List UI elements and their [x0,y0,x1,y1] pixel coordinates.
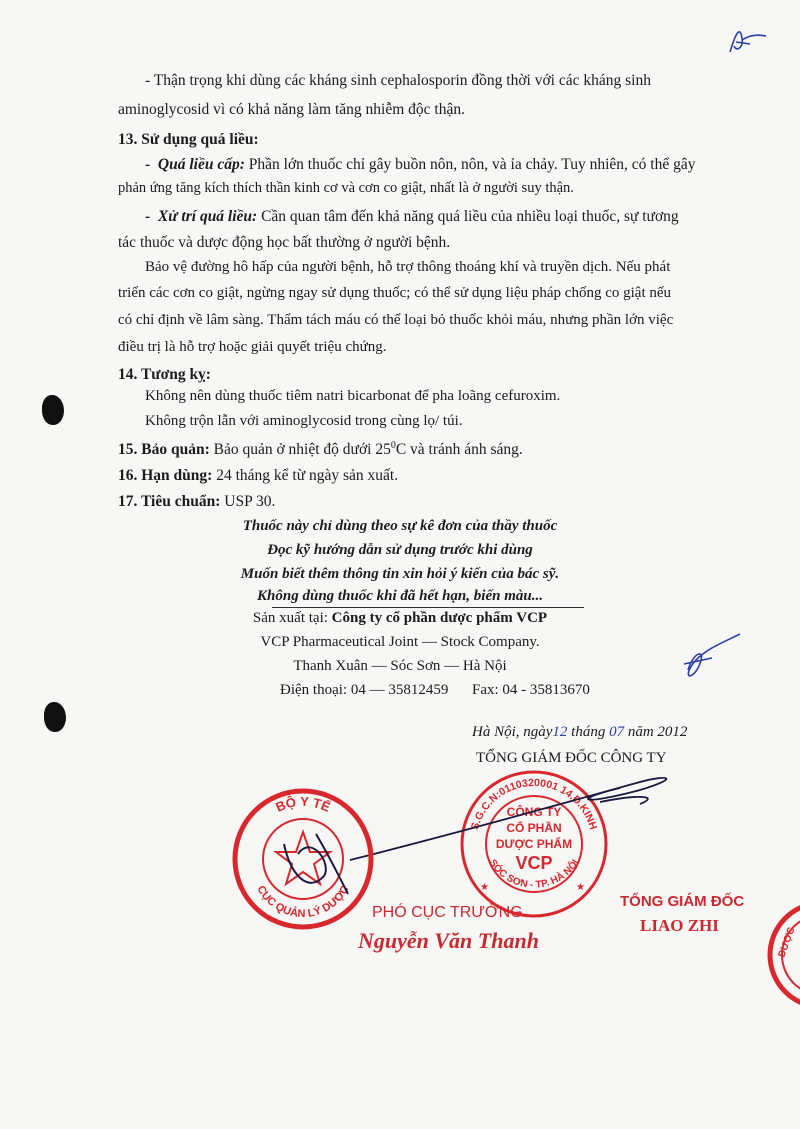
notice-line: Đọc kỹ hướng dẫn sử dụng trước khi dùng [267,542,533,558]
manufacturer-line: Sản xuất tại: Công ty cổ phần dược phẩm VCP [252,610,548,626]
svg-text:DƯỢC PHẨM: DƯỢC PHẨM [495,837,573,851]
director-signature [340,760,690,870]
svg-text:DƯỢC: DƯỢC [776,925,798,960]
manufacturer-english-name: VCP Pharmaceutical Joint — Stock Company. [260,634,540,650]
section-14-heading: 14. Tương kỵ: [118,366,211,383]
body-line: aminoglycosid vì có khả năng làm tăng nhiễm độc thận. [118,101,465,118]
general-director-title: TỔNG GIÁM ĐỐC [620,893,745,910]
body-line: có chỉ định về lâm sàng. Thẩm tách máu có thể loại bỏ thuốc khỏi máu, nhưng phần lớn việc [118,312,674,328]
body-line: tác thuốc và dược động học bất thường ở người bệnh. [118,234,451,251]
edge-stamp [762,900,800,1010]
overdose-treatment-label: Xử trí quá liều: [157,208,258,225]
punch-hole [42,395,64,425]
overdose-treatment-text: Cần quan tâm đến khả năng quá liều của nhiều loại thuốc, sự tương [257,208,679,225]
body-line: - Thận trọng khi dùng các kháng sinh cephalosporin đồng thời với các kháng sinh [145,72,651,89]
section-17-line: 17. Tiêu chuẩn: USP 30. [118,493,276,510]
general-director-name: LIAO ZHI [640,916,719,935]
government-stamp [228,784,378,934]
body-line: Không trộn lẫn với aminoglycosid trong cùng lọ/ túi. [145,413,463,429]
manufacturer-address: Thanh Xuân — Sóc Sơn — Hà Nội [293,658,507,674]
svg-text:CỔ PHẦN: CỔ PHẦN [506,821,562,835]
deputy-director-title: PHÓ CỤC TRƯỞNG [372,904,523,921]
notice-line: Không dùng thuốc khi đã hết hạn, biến màu... [257,588,543,604]
acute-overdose-text: Phần lớn thuốc chỉ gây buồn nôn, nôn, và ỉa chảy. Tuy nhiên, có thể gây [244,156,696,173]
notice-line: Thuốc này chỉ dùng theo sự kê đơn của thầy thuốc [242,518,558,534]
manufacturer-fax: Fax: 04 - 35813670 [472,682,590,698]
signing-date: Hà Nội, ngày12 tháng 07 năm 2012 [472,724,688,740]
svg-text:BỘ Y TẾ: BỘ Y TẾ [273,793,333,815]
body-line: Không nên dùng thuốc tiêm natri bicarbonat để pha loãng cefuroxim. [145,388,561,404]
punch-hole [44,702,66,732]
acute-overdose-label: Quá liều cấp: [157,156,245,173]
body-line: triển các cơn co giật, ngừng ngay sử dụng thuốc; có thể sử dụng liệu pháp chống co giật nếu [118,285,672,301]
body-line: Bảo vệ đường hô hấp của người bệnh, hỗ trợ thông thoáng khí và truyền dịch. Nếu phát [145,259,671,275]
section-16-label: 16. Hạn dùng: [118,467,213,484]
initials-mark [722,22,772,62]
signature-scribble [668,630,748,690]
section-16-line: 16. Hạn dùng: 24 tháng kể từ ngày sản xuất. [118,467,399,484]
svg-text:VCP: VCP [515,853,553,873]
notice-line: Muốn biết thêm thông tin xin hỏi ý kiến của bác sỹ. [240,566,560,582]
svg-text:S.G.C.N:0110320001 14.Đ.KINH: S.G.C.N:0110320001 14.Đ.KINH [468,776,600,832]
overdose-treatment-line: - Xử trí quá liều: Cần quan tâm đến khả năng quá liều của nhiều loại thuốc, sự tương [145,208,679,225]
svg-text:CỤC QUẢN LÝ DƯỢC: CỤC QUẢN LÝ DƯỢC [254,883,352,921]
svg-text:★: ★ [576,882,585,893]
manufacturer-phone: Điện thoại: 04 — 35812459 [280,682,449,698]
acute-overdose-line: - Quá liều cấp: Phần lớn thuốc chỉ gây buồn nôn, nôn, và ỉa chảy. Tuy nhiên, có thể gây [145,156,696,173]
notice-divider [272,607,584,608]
body-line: phản ứng tăng kích thích thần kinh cơ và cơn co giật, nhất là ở người suy thận. [118,180,574,196]
svg-text:★: ★ [480,882,489,893]
svg-text:CÔNG TY: CÔNG TY [506,805,562,819]
section-13-heading: 13. Sử dụng quá liều: [118,131,259,148]
body-line: điều trị là hỗ trợ hoặc giải quyết triệu chứng. [118,339,387,355]
section-17-label: 17. Tiêu chuẩn: [118,493,221,510]
svg-text:SÓC SƠN - TP. HÀ NỘI: SÓC SƠN - TP. HÀ NỘI [486,857,582,891]
section-15-label: 15. Bảo quản: [118,441,210,459]
deputy-director-name: Nguyễn Văn Thanh [358,928,539,953]
section-15-line: 15. Bảo quản: Bảo quản ở nhiệt độ dưới $25^0C$ và tránh ánh sáng. [118,440,523,459]
director-title: TỔNG GIÁM ĐỐC CÔNG TY [476,750,667,766]
